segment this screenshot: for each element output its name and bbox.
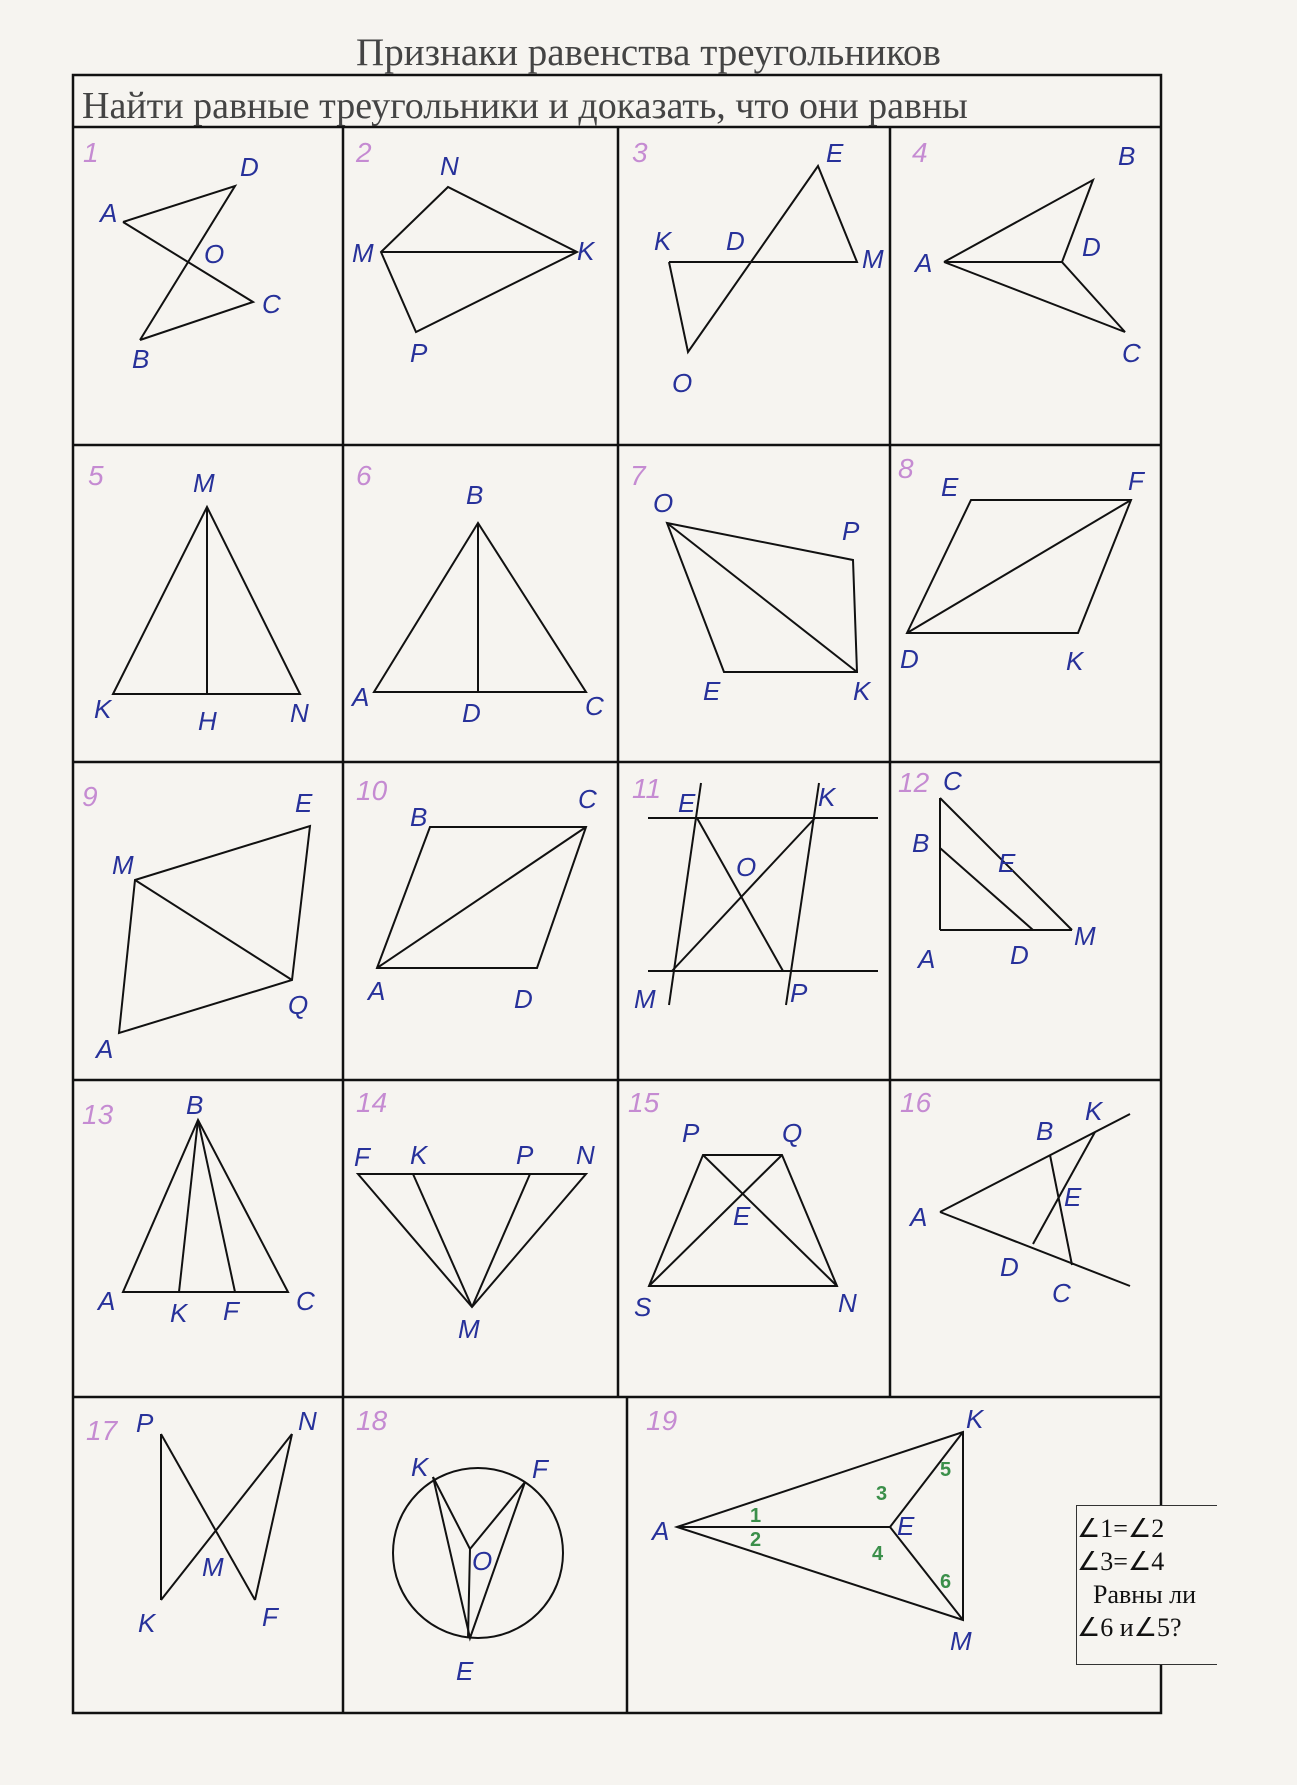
figure-19 xyxy=(646,1404,985,1656)
angle-number: 5 xyxy=(940,1459,952,1481)
problem-number: 3 xyxy=(632,137,648,168)
problem-number: 15 xyxy=(628,1087,660,1118)
vertex-label: M xyxy=(458,1314,480,1344)
problem-number: 19 xyxy=(646,1405,678,1436)
figure-9 xyxy=(82,781,313,1064)
vertex-label: K xyxy=(577,236,595,266)
vertex-label: P xyxy=(790,978,808,1008)
angle-number: 1 xyxy=(750,1505,762,1527)
vertex-label: A xyxy=(96,1034,114,1064)
figure-2 xyxy=(352,137,596,368)
angle-number: 2 xyxy=(750,1529,762,1551)
vertex-label: P xyxy=(410,338,428,368)
problem-number: 14 xyxy=(356,1087,388,1118)
task-subtitle: Найти равные треугольники и доказать, что они равны xyxy=(82,85,968,127)
figure-11 xyxy=(632,773,878,1014)
vertex-label: F xyxy=(532,1454,548,1484)
note-line: ∠6 и∠5? xyxy=(1077,1613,1182,1642)
vertex-label: H xyxy=(198,706,217,736)
vertex-label: M xyxy=(193,468,215,498)
vertex-label: O xyxy=(472,1546,493,1576)
problem-number: 17 xyxy=(86,1415,118,1446)
vertex-label: E xyxy=(733,1201,751,1231)
vertex-label: A xyxy=(368,976,386,1006)
vertex-label: M xyxy=(352,238,374,268)
figure-15 xyxy=(628,1087,857,1322)
note-line: ∠1=∠2 xyxy=(1077,1514,1165,1543)
vertex-label: N xyxy=(838,1288,857,1318)
vertex-label: A xyxy=(918,944,936,974)
vertex-label: P xyxy=(136,1408,154,1438)
vertex-label: C xyxy=(262,289,281,319)
vertex-label: B xyxy=(1036,1116,1054,1146)
vertex-label: O xyxy=(736,852,757,882)
angle-number: 3 xyxy=(876,1483,888,1505)
vertex-label: K xyxy=(853,676,871,706)
problem-number: 1 xyxy=(83,137,99,168)
note-line: Равны ли xyxy=(1093,1580,1197,1609)
problem-number: 9 xyxy=(82,781,98,812)
figure-10 xyxy=(356,775,597,1014)
question-note xyxy=(1076,1505,1217,1665)
vertex-label: E xyxy=(897,1511,915,1541)
vertex-label: C xyxy=(943,766,962,796)
vertex-label: A xyxy=(915,248,933,278)
vertex-label: E xyxy=(703,676,721,706)
vertex-label: N xyxy=(440,151,459,181)
problem-number: 16 xyxy=(900,1087,932,1118)
problem-number: 8 xyxy=(898,453,914,484)
vertex-label: A xyxy=(98,1286,116,1316)
vertex-label: K xyxy=(410,1140,428,1170)
vertex-label: O xyxy=(204,239,225,269)
vertex-label: K xyxy=(1066,646,1084,676)
vertex-label: A xyxy=(652,1516,670,1546)
vertex-label: C xyxy=(296,1286,315,1316)
vertex-label: B xyxy=(912,828,930,858)
vertex-label: E xyxy=(998,848,1016,878)
vertex-label: O xyxy=(672,368,693,398)
vertex-label: K xyxy=(411,1452,429,1482)
page-title: Признаки равенства треугольников xyxy=(356,31,941,74)
vertex-label: E xyxy=(678,788,696,818)
vertex-label: P xyxy=(842,516,860,546)
vertex-label: B xyxy=(186,1090,204,1120)
vertex-label: S xyxy=(634,1292,652,1322)
vertex-label: A xyxy=(100,198,118,228)
vertex-label: B xyxy=(1118,141,1136,171)
vertex-label: B xyxy=(466,480,484,510)
figure-16 xyxy=(900,1087,1130,1308)
figure-5 xyxy=(88,460,309,736)
vertex-label: D xyxy=(462,698,481,728)
angle-number: 6 xyxy=(940,1571,952,1593)
vertex-label: E xyxy=(456,1656,474,1686)
vertex-label: M xyxy=(1074,921,1096,951)
vertex-label: Q xyxy=(782,1118,803,1148)
vertex-label: P xyxy=(682,1118,700,1148)
vertex-label: D xyxy=(514,984,533,1014)
figure-18 xyxy=(356,1405,563,1686)
vertex-label: D xyxy=(240,152,259,182)
vertex-label: F xyxy=(262,1602,278,1632)
vertex-label: N xyxy=(290,698,309,728)
vertex-label: C xyxy=(1122,338,1141,368)
figure-13 xyxy=(82,1090,315,1328)
problem-number: 11 xyxy=(632,773,662,804)
vertex-label: E xyxy=(941,472,959,502)
vertex-label: K xyxy=(966,1404,984,1434)
figure-17 xyxy=(86,1406,317,1638)
vertex-label: C xyxy=(578,784,597,814)
vertex-label: K xyxy=(818,782,836,812)
vertex-label: M xyxy=(634,984,656,1014)
table-grid xyxy=(73,75,1161,1713)
problem-number: 4 xyxy=(912,137,928,168)
vertex-label: C xyxy=(1052,1278,1071,1308)
vertex-label: M xyxy=(202,1552,224,1582)
vertex-label: K xyxy=(170,1298,188,1328)
vertex-label: F xyxy=(223,1296,239,1326)
vertex-label: O xyxy=(653,488,674,518)
vertex-label: B xyxy=(132,344,150,374)
problem-number: 5 xyxy=(88,460,104,491)
angle-number: 4 xyxy=(872,1543,884,1565)
vertex-label: D xyxy=(900,644,919,674)
figure-14 xyxy=(354,1087,595,1344)
vertex-label: A xyxy=(352,682,370,712)
vertex-label: E xyxy=(1064,1182,1082,1212)
vertex-label: K xyxy=(94,694,112,724)
vertex-label: N xyxy=(298,1406,317,1436)
figure-7 xyxy=(630,460,872,706)
figure-6 xyxy=(350,460,604,728)
figure-8 xyxy=(898,453,1146,676)
figure-3 xyxy=(632,137,884,398)
vertex-label: D xyxy=(726,226,745,256)
figure-1 xyxy=(83,137,281,374)
vertex-label: D xyxy=(1010,940,1029,970)
figure-12 xyxy=(898,766,1096,974)
vertex-label: F xyxy=(354,1142,370,1172)
vertex-label: F xyxy=(1128,466,1144,496)
vertex-label: N xyxy=(576,1140,595,1170)
vertex-label: K xyxy=(1085,1096,1103,1126)
problem-number: 6 xyxy=(356,460,372,491)
vertex-label: M xyxy=(112,850,134,880)
vertex-label: D xyxy=(1000,1252,1019,1282)
vertex-label: C xyxy=(585,691,604,721)
problem-number: 18 xyxy=(356,1405,388,1436)
vertex-label: M xyxy=(862,244,884,274)
vertex-label: E xyxy=(826,138,844,168)
vertex-label: E xyxy=(295,788,313,818)
problem-number: 7 xyxy=(630,460,646,491)
vertex-label: B xyxy=(410,802,428,832)
problem-number: 13 xyxy=(82,1099,114,1130)
vertex-label: P xyxy=(516,1140,534,1170)
figure-4 xyxy=(912,137,1141,368)
problem-number: 12 xyxy=(898,767,930,798)
vertex-label: D xyxy=(1082,232,1101,262)
vertex-label: A xyxy=(910,1202,928,1232)
vertex-label: K xyxy=(654,226,672,256)
problem-number: 2 xyxy=(356,137,372,168)
vertex-label: K xyxy=(138,1608,156,1638)
problem-number: 10 xyxy=(356,775,388,806)
vertex-label: M xyxy=(950,1626,972,1656)
note-line: ∠3=∠4 xyxy=(1077,1547,1165,1576)
vertex-label: Q xyxy=(288,990,309,1020)
